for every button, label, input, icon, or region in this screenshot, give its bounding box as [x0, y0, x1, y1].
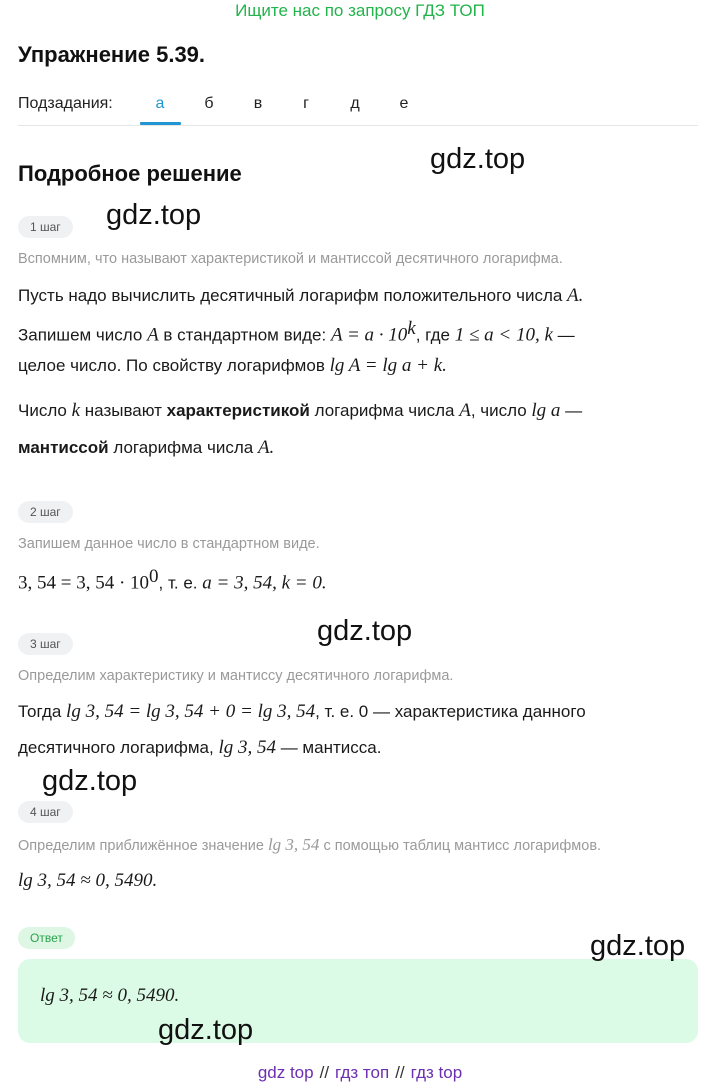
section-title: Подробное решение — [18, 161, 242, 186]
step-1-line-1: Пусть надо вычислить десятичный логарифм положительного числа A. — [18, 285, 584, 306]
footer-links — [0, 1063, 720, 1083]
watermark: gdz.top — [42, 765, 138, 797]
watermark: gdz.top — [317, 615, 413, 647]
tab-d[interactable]: д — [350, 95, 360, 112]
tab-b[interactable]: б — [204, 95, 214, 112]
step-1-hint: Вспомним, что называют характеристикой и мантиссой десятичного логарифма. — [18, 251, 563, 267]
step-1-line-3: целое число. По свойству логарифмов lg A = lg a + k. — [18, 355, 447, 376]
page-title: Упражнение 5.39. — [18, 42, 206, 67]
watermark: gdz.top — [158, 1014, 254, 1046]
watermark: gdz.top — [430, 143, 526, 175]
watermark: gdz.top — [106, 199, 202, 231]
footer-link[interactable]: гдз топ — [335, 1063, 390, 1082]
step-2-hint: Запишем данное число в стандартном виде. — [18, 536, 320, 552]
step-3-line-2: десятичного логарифма, lg 3, 54 — мантисса. — [18, 737, 382, 758]
step-3-hint: Определим характеристику и мантиссу десятичного логарифма. — [18, 668, 454, 684]
answer-text: lg 3, 54 ≈ 0, 5490. — [40, 985, 180, 1006]
step-1-pill: 1 шаг — [18, 216, 73, 238]
step-3-pill: 3 шаг — [18, 633, 73, 655]
step-2-line-1: 3, 54 = 3, $54 \cdot 10^0$, т. е. a = 3, 54, k = 0. — [18, 566, 327, 594]
subtasks-label: Подзадания: — [18, 95, 113, 112]
tab-v[interactable]: в — [253, 95, 263, 112]
top-banner: Ищите нас по запросу ГДЗ ТОП — [235, 1, 485, 20]
answer-pill: Ответ — [18, 927, 75, 949]
tab-g[interactable]: г — [303, 95, 309, 112]
step-1-line-2: Запишем число A в стандартном виде: $A = a \cdot 10^k$, где 1 ≤ a < 10, k — — [18, 318, 575, 346]
tab-a[interactable]: а — [155, 95, 165, 112]
step-4-hint: Определим приближённое значение lg 3, 54 с помощью таблиц мантисс логарифмов. — [18, 835, 602, 854]
tab-e[interactable]: е — [399, 95, 409, 112]
watermark: gdz.top — [590, 930, 686, 962]
footer-link[interactable]: gdz top — [257, 1063, 314, 1082]
step-3-line-1: Тогда lg 3, 54 = lg 3, 54 + 0 = lg 3, 54, т. е. 0 — характеристика данного — [18, 701, 586, 722]
step-1-line-4: Число k называют характеристикой логарифма числа A, число lg a — — [18, 400, 583, 421]
step-4-pill: 4 шаг — [18, 801, 73, 823]
step-1-line-5: мантиссой логарифма числа A. — [18, 437, 275, 458]
footer-separator: // — [319, 1063, 330, 1082]
step-4-line-1: lg 3, 54 ≈ 0, 5490. — [18, 870, 158, 891]
footer-link[interactable]: гдз top — [410, 1063, 463, 1082]
tabs-divider — [18, 125, 698, 126]
footer-separator: // — [395, 1063, 405, 1082]
step-2-pill: 2 шаг — [18, 501, 73, 523]
